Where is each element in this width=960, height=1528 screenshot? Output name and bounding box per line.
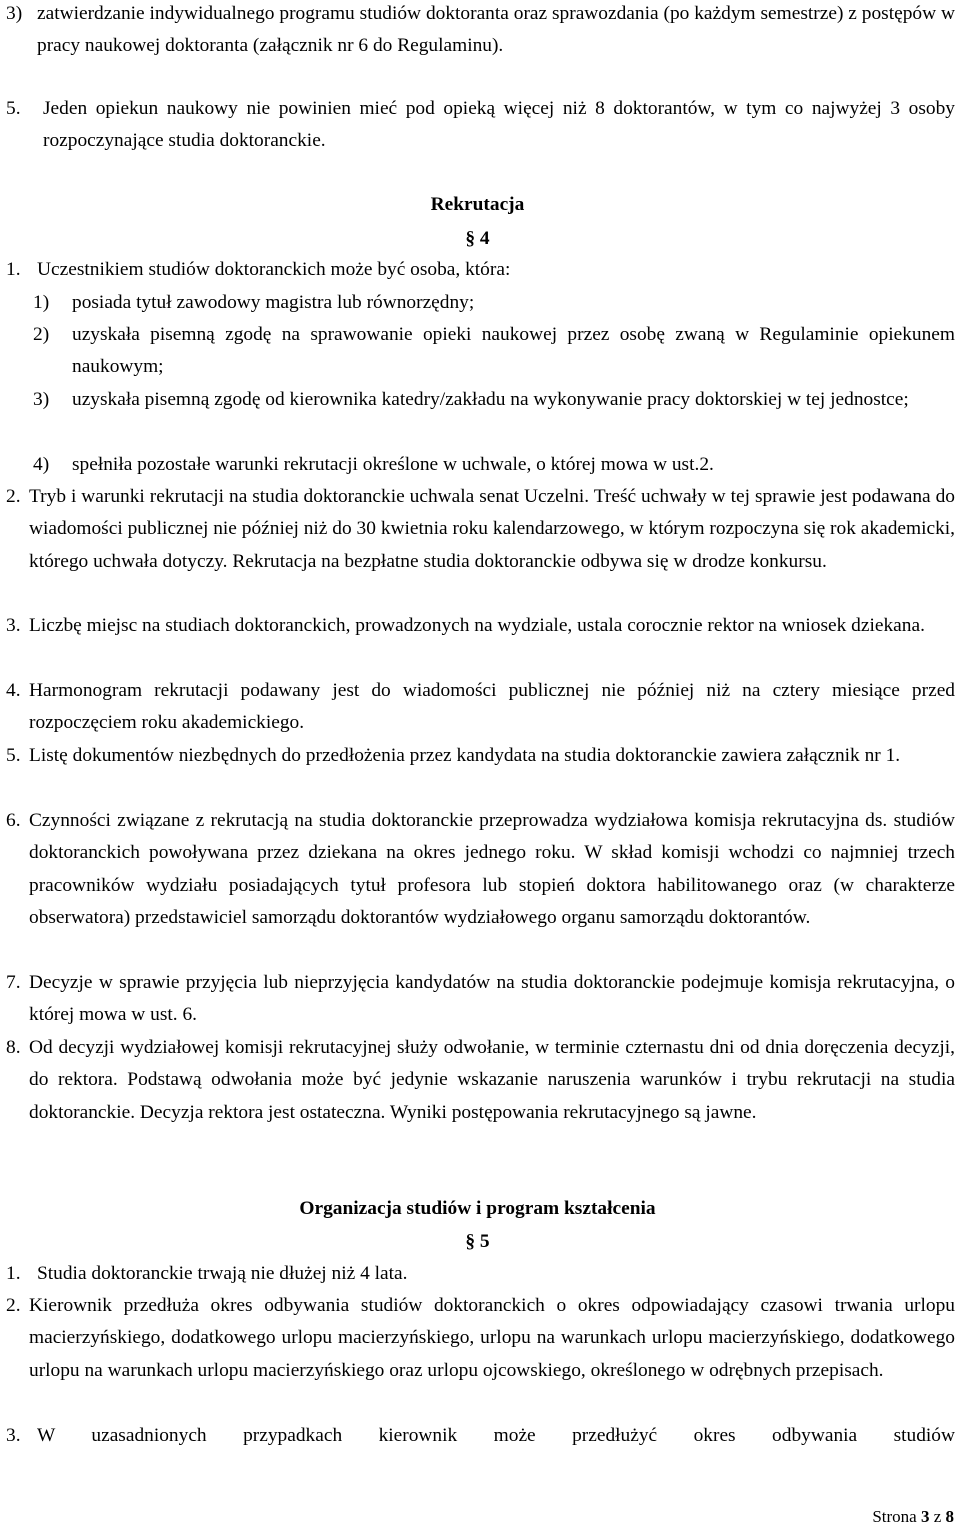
paragraph-text: W uzasadnionych przypadkach kierownik może przedłużyć okres odbywania studiów xyxy=(37,1425,955,1446)
footer-label: Strona xyxy=(872,1507,917,1526)
paragraph xyxy=(37,0,955,63)
item-number: 1. xyxy=(6,1263,21,1284)
sub-item-number: 1) xyxy=(33,292,50,313)
sub-item-text: posiada tytuł zawodowy magistra lub równorzędny; xyxy=(72,292,475,313)
item-number: 3. xyxy=(6,615,21,636)
item-number: 3) xyxy=(6,3,23,24)
section-number: § 5 xyxy=(465,1231,490,1252)
paragraph-text: Tryb i warunki rekrutacji na studia doktoranckie uchwala senat Uczelni. Treść uchwały w tej sprawie jest podawana do wiadomości publicznej nie później niż do 30 kwietnia roku kalendarzowego, w którym rozpoczyna się rok akademicki, którego uchwała dotyczy. Rekrutacja na bezpłatne studia doktoranckie odbywa się w drodze konkursu. xyxy=(29,486,955,572)
sub-item xyxy=(72,287,955,319)
page-footer xyxy=(872,1507,954,1527)
paragraph-text: Kierownik przedłuża okres odbywania studiów doktoranckich o okres odpowiadający czasowi trwania urlopu macierzyńskiego, dodatkowego urlopu macierzyńskiego, urlopu na warunkach urlopu macierzyńskiego, dodatkowego urlopu na warunkach urlopu macierzyńskiego oraz urlopu ojcowskiego, określonego w odrębnych przepisach. xyxy=(29,1295,955,1381)
paragraph xyxy=(37,1258,955,1290)
paragraph xyxy=(29,481,955,578)
paragraph-text: Studia doktoranckie trwają nie dłużej niż 4 lata. xyxy=(37,1263,408,1284)
paragraph-text: Liczbę miejsc na studiach doktoranckich, prowadzonych na wydziale, ustala corocznie rektor na wniosek dziekana. xyxy=(29,615,925,636)
section-number: § 4 xyxy=(465,228,490,249)
paragraph-text: Czynności związane z rekrutacją na studia doktoranckie przeprowadza wydziałowa komisja rekrutacyjna ds. studiów doktoranckich powoływana przez dziekana na okres jednego roku. W skład komisji wchodzi co najmniej trzech pracowników wydziału posiadających tytuł profesora lub stopień doktora habilitowanego oraz (w charakterze obserwatora) przedstawiciel samorządu doktorantów wydziałowego organu samorządu doktorantów. xyxy=(29,810,955,929)
sub-item-text: uzyskała pisemną zgodę od kierownika katedry/zakładu na wykonywanie pracy doktorskiej w tej jednostce; xyxy=(72,389,909,410)
section-title: Organizacja studiów i program kształcenia xyxy=(299,1198,656,1219)
item-number: 7. xyxy=(6,972,21,993)
paragraph-text: Decyzje w sprawie przyjęcia lub nieprzyjęcia kandydatów na studia doktoranckie podejmuje komisja rekrutacyjna, o której mowa w ust. 6. xyxy=(29,972,955,1026)
paragraph-text: Jeden opiekun naukowy nie powinien mieć pod opieką więcej niż 8 doktorantów, w tym co najwyżej 3 osoby rozpoczynające studia doktoranckie. xyxy=(43,98,955,152)
footer-page-number: 3 xyxy=(920,1507,930,1526)
sub-item-number: 3) xyxy=(33,389,50,410)
paragraph xyxy=(43,93,955,158)
sub-item-number: 4) xyxy=(33,454,50,475)
item-number: 2. xyxy=(6,1295,21,1316)
item-number: 2. xyxy=(6,486,21,507)
paragraph-text: Uczestnikiem studiów doktoranckich może być osoba, która: xyxy=(37,259,511,280)
paragraph xyxy=(37,254,955,286)
item-number: 4. xyxy=(6,680,21,701)
sub-item-text: spełniła pozostałe warunki rekrutacji określone w uchwale, o której mowa w ust.2. xyxy=(72,454,714,475)
sub-item-number: 2) xyxy=(33,324,50,345)
item-number: 1. xyxy=(6,259,21,280)
item-number: 8. xyxy=(6,1037,21,1058)
item-number: 5. xyxy=(6,98,21,119)
item-number: 6. xyxy=(6,810,21,831)
paragraph-text: Harmonogram rekrutacji podawany jest do wiadomości publicznej nie później niż na cztery miesiące przed rozpoczęciem roku akademickiego. xyxy=(29,680,955,734)
paragraph xyxy=(29,1032,955,1129)
paragraph xyxy=(29,610,955,642)
item-number: 3. xyxy=(6,1425,21,1446)
paragraph xyxy=(29,740,955,772)
paragraph xyxy=(29,805,955,935)
item-number: 5. xyxy=(6,745,21,766)
paragraph-text: zatwierdzanie indywidualnego programu studiów doktoranta oraz sprawozdania (po każdym semestrze) z postępów w pracy naukowej doktoranta (załącznik nr 6 do Regulaminu). xyxy=(37,3,955,57)
paragraph xyxy=(37,1420,955,1452)
paragraph xyxy=(29,1290,955,1387)
sub-item-text: uzyskała pisemną zgodę na sprawowanie opieki naukowej przez osobę zwaną w Regulaminie opiekunem naukowym; xyxy=(72,324,955,378)
paragraph-text: Listę dokumentów niezbędnych do przedłożenia przez kandydata na studia doktoranckie zawiera załącznik nr 1. xyxy=(29,745,901,766)
footer-total-pages: 8 xyxy=(945,1507,954,1526)
paragraph xyxy=(29,967,955,1032)
footer-of: z xyxy=(933,1507,942,1526)
paragraph-text: Od decyzji wydziałowej komisji rekrutacyjnej służy odwołanie, w terminie czternastu dni od dnia doręczenia decyzji, do rektora. Podstawą odwołania może być jedynie wskazanie naruszenia warunków i trybu rekrutacji na studia doktoranckie. Decyzja rektora jest ostateczna. Wyniki postępowania rekrutacyjnego są jawne. xyxy=(29,1037,955,1123)
section-title: Rekrutacja xyxy=(430,194,525,215)
paragraph xyxy=(29,675,955,740)
sub-item xyxy=(72,384,955,416)
sub-item xyxy=(72,319,955,384)
sub-item xyxy=(72,449,955,481)
